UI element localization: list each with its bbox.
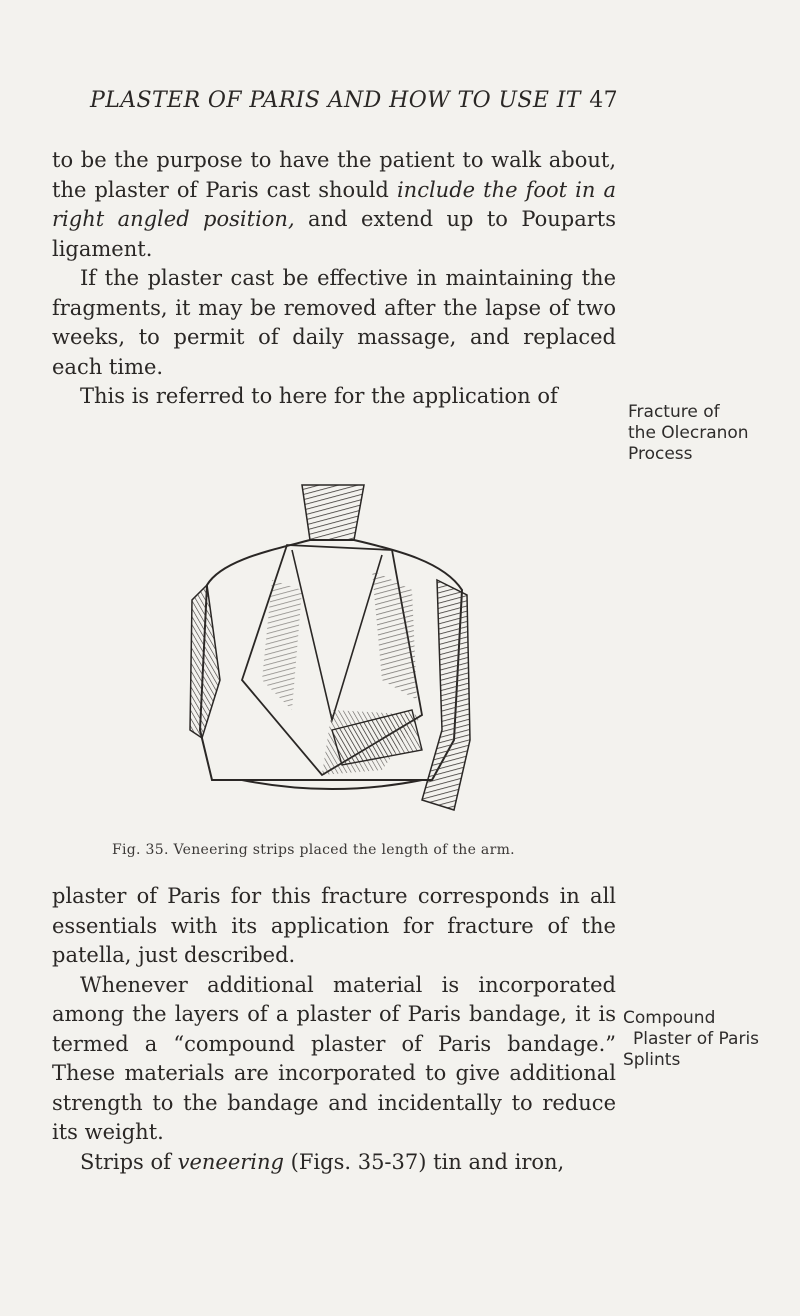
text-run: (Figs. 35-37) tin and iron, [283, 1149, 565, 1174]
paragraph: plaster of Paris for this fracture corresponds in all essentials with its application for fracture of the patella, just described. [52, 884, 616, 967]
paragraph [52, 146, 616, 264]
margin-note-line: Compound [623, 1008, 716, 1028]
margin-note-line: the Olecranon [628, 423, 749, 443]
paragraph: If the plaster cast be effective in maintaining the fragments, it may be removed after the lapse of two weeks, to permit of daily massage, and replaced each time. [52, 266, 616, 379]
margin-note-line: Fracture of [628, 402, 720, 422]
text-block-top [52, 146, 616, 412]
margin-note-line: Splints [623, 1050, 681, 1070]
figure-illustration [182, 480, 482, 820]
text-block-bottom [52, 882, 616, 1177]
paragraph: Whenever additional material is incorporated among the layers of a plaster of Paris bandage, it is termed a “compound plaster of Paris bandage.” These materials are incorporated to give additional strength to the bandage and incidentally to reduce its weight. [52, 972, 616, 1144]
text-run: Strips of [80, 1149, 178, 1174]
figure-number: Fig. 35. [112, 842, 169, 858]
margin-note-compound-splints [623, 1008, 759, 1071]
running-title: PLASTER OF PARIS AND HOW TO USE IT [90, 88, 581, 113]
page-number: 47 [589, 88, 618, 113]
text-run: and extend up to Pouparts ligament. [52, 207, 616, 261]
italic-phrase: veneering [177, 1149, 284, 1174]
margin-note-line: Plaster of Paris [633, 1029, 760, 1049]
paragraph [52, 1148, 616, 1178]
margin-note-line: Process [628, 444, 693, 464]
running-head [90, 88, 618, 113]
text-run: to be the purpose to have the patient to walk about, the plaster of Paris cast should [52, 148, 616, 202]
torso-sling-drawing [182, 480, 482, 820]
figure-caption [112, 842, 515, 858]
paragraph: This is referred to here for the application of [80, 384, 558, 408]
italic-phrase: include the foot in a right angled position, [52, 177, 616, 231]
margin-note-olecranon [628, 402, 749, 465]
caption-text: Veneering strips placed the length of the arm. [173, 842, 515, 858]
